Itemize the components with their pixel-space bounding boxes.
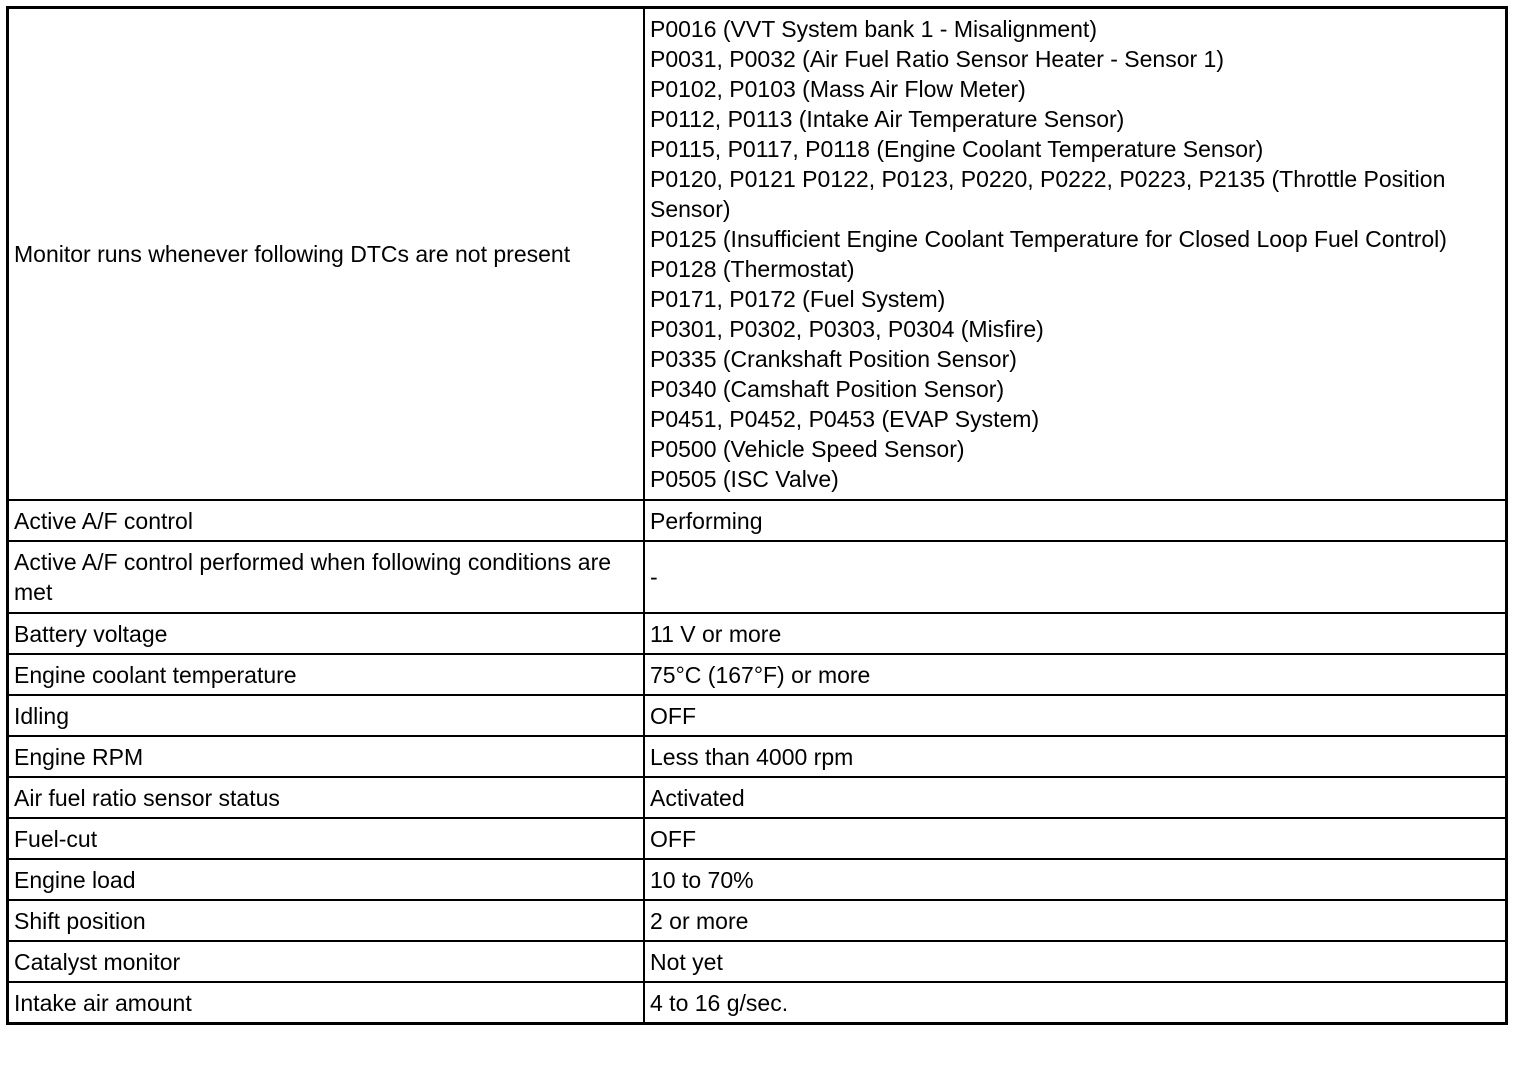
- table-row: [8, 777, 1507, 818]
- dtc-list-item: P0128 (Thermostat): [650, 256, 855, 282]
- row-label: Engine RPM: [8, 736, 645, 777]
- dtc-list-item: P0112, P0113 (Intake Air Temperature Sensor): [650, 106, 1125, 132]
- dtc-list-item: P0016 (VVT System bank 1 - Misalignment): [650, 16, 1097, 42]
- row-value: -: [644, 541, 1507, 613]
- row-value: Less than 4000 rpm: [644, 736, 1507, 777]
- table-row: [8, 613, 1507, 654]
- row-label: Idling: [8, 695, 645, 736]
- table-row: [8, 941, 1507, 982]
- row-value: 2 or more: [644, 900, 1507, 941]
- row-value: 11 V or more: [644, 613, 1507, 654]
- table-row: [8, 541, 1507, 613]
- dtc-list-item: P0301, P0302, P0303, P0304 (Misfire): [650, 316, 1044, 342]
- row-label: Air fuel ratio sensor status: [8, 777, 645, 818]
- dtc-list-item: P0451, P0452, P0453 (EVAP System): [650, 406, 1040, 432]
- dtc-list-item: P0335 (Crankshaft Position Sensor): [650, 346, 1017, 372]
- row-value: Performing: [644, 500, 1507, 541]
- dtc-condition-label: Monitor runs whenever following DTCs are not present: [8, 8, 645, 501]
- row-value: 75°C (167°F) or more: [644, 654, 1507, 695]
- row-label: Shift position: [8, 900, 645, 941]
- dtc-list-item: P0340 (Camshaft Position Sensor): [650, 376, 1005, 402]
- row-label: Fuel-cut: [8, 818, 645, 859]
- row-value: OFF: [644, 695, 1507, 736]
- dtc-list-item: P0171, P0172 (Fuel System): [650, 286, 946, 312]
- dtc-list-item: P0500 (Vehicle Speed Sensor): [650, 436, 965, 462]
- row-value: OFF: [644, 818, 1507, 859]
- row-value: Activated: [644, 777, 1507, 818]
- row-label: Engine load: [8, 859, 645, 900]
- dtc-list-item: P0120, P0121 P0122, P0123, P0220, P0222, P0223, P2135 (Throttle Position Sensor): [650, 166, 1446, 222]
- table-row: [8, 736, 1507, 777]
- table-row: [8, 859, 1507, 900]
- row-label: Intake air amount: [8, 982, 645, 1024]
- row-label: Active A/F control: [8, 500, 645, 541]
- row-label: Active A/F control performed when following conditions are met: [8, 541, 645, 613]
- table-row: [8, 654, 1507, 695]
- row-label: Engine coolant temperature: [8, 654, 645, 695]
- monitor-conditions-table: [6, 6, 1508, 1025]
- row-value: 10 to 70%: [644, 859, 1507, 900]
- dtc-list: [644, 8, 1507, 501]
- row-label: Catalyst monitor: [8, 941, 645, 982]
- row-value: Not yet: [644, 941, 1507, 982]
- table-row: [8, 695, 1507, 736]
- dtc-list-item: P0505 (ISC Valve): [650, 466, 839, 492]
- table-row: [8, 982, 1507, 1024]
- dtc-list-item: P0125 (Insufficient Engine Coolant Temperature for Closed Loop Fuel Control): [650, 226, 1447, 252]
- table-row: [8, 818, 1507, 859]
- row-label: Battery voltage: [8, 613, 645, 654]
- table-row: [8, 8, 1507, 501]
- dtc-list-item: P0115, P0117, P0118 (Engine Coolant Temperature Sensor): [650, 136, 1264, 162]
- table-row: [8, 500, 1507, 541]
- row-value: 4 to 16 g/sec.: [644, 982, 1507, 1024]
- dtc-list-item: P0102, P0103 (Mass Air Flow Meter): [650, 76, 1026, 102]
- table-row: [8, 900, 1507, 941]
- dtc-list-item: P0031, P0032 (Air Fuel Ratio Sensor Heater - Sensor 1): [650, 46, 1225, 72]
